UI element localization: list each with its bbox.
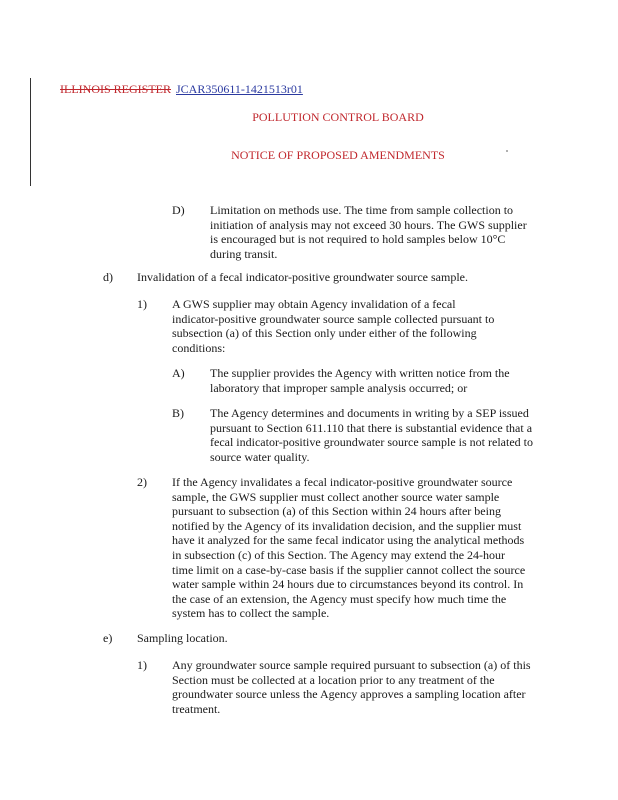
item-label-d1: 1): [137, 297, 147, 311]
item-label-d2: 2): [137, 475, 147, 489]
board-title: POLLUTION CONTROL BOARD: [252, 110, 424, 124]
item-label-d1A: A): [172, 366, 185, 380]
item-text-d2: If the Agency invalidates a fecal indicator-positive groundwater source sample, the GWS supplier must collect another source water sample pursuant to subsection (a) of this Section within 24 hours after being notified by the Agency of its invalidation decision, and the supplier must have it analyzed for the same fecal indicator using the analytical methods in subsection (c) of this Section. The Agency may extend the 24-hour time limit on a case-by-case basis if the supplier cannot collect the source water sample within 24 hours due to circumstances beyond its control. In the case of an extension, the Agency must specify how much time the system has to collect the sample.: [172, 475, 526, 621]
item-text-d1A: The supplier provides the Agency with written notice from the laboratory that improper sample analysis occurred; or: [210, 366, 510, 395]
item-text-e: Sampling location.: [137, 631, 228, 645]
item-label-D: D): [172, 203, 185, 217]
item-label-d: d): [103, 270, 113, 284]
item-text-e1: Any groundwater source sample required pursuant to subsection (a) of this Section must be collected at a location prior to any treatment of the groundwater source unless the Agency approves a sampling location after treatment.: [172, 658, 531, 716]
margin-change-bar: [30, 78, 31, 186]
item-label-d1B: B): [172, 406, 184, 420]
register-header: [60, 82, 303, 97]
register-struck-text: ILLINOIS REGISTER: [60, 82, 171, 96]
item-text-d1: A GWS supplier may obtain Agency invalidation of a fecal indicator-positive groundwater source sample collected pursuant to subsection (a) of this Section only under either of the following conditions:: [172, 297, 495, 355]
item-text-D: Limitation on methods use. The time from sample collection to initiation of analysis may not exceed 30 hours. The GWS supplier is encouraged but is not required to hold samples below 10°C during transit.: [210, 203, 527, 261]
item-label-e: e): [103, 631, 113, 645]
item-text-d: Invalidation of a fecal indicator-positive groundwater source sample.: [137, 270, 468, 284]
item-text-d1B: The Agency determines and documents in writing by a SEP issued pursuant to Section 611.110 that there is substantial evidence that a fecal indicator-positive groundwater source sample is not related to source water quality.: [210, 406, 533, 464]
register-inserted-text: JCAR350611-1421513r01: [176, 82, 303, 96]
item-label-e1: 1): [137, 658, 147, 672]
notice-title: NOTICE OF PROPOSED AMENDMENTS: [231, 148, 445, 162]
scan-speck: [506, 150, 508, 152]
